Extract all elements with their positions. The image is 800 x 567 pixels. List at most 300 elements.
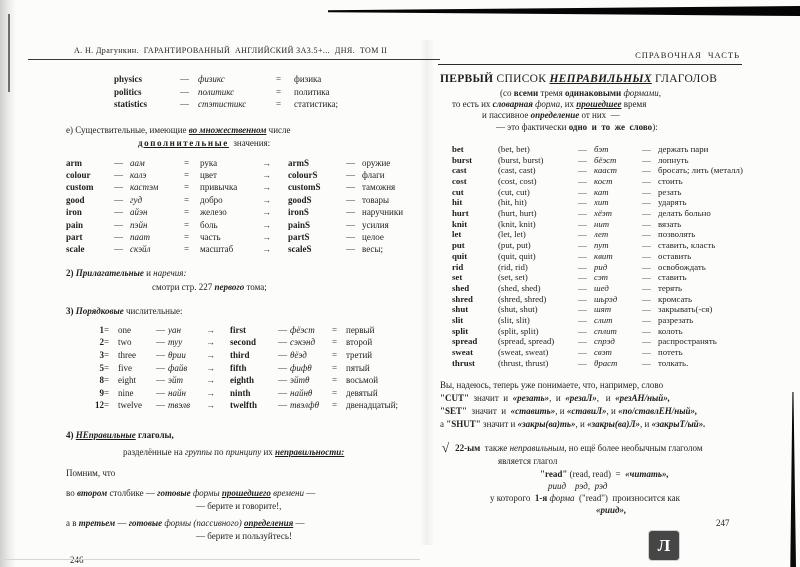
text-segment: значит и bbox=[480, 418, 518, 429]
outro-cut-line bbox=[440, 392, 784, 405]
cell-ru: разрезать bbox=[658, 315, 694, 326]
cell-tr2: фёэст bbox=[290, 324, 315, 335]
cell-forms: (shred, shred) bbox=[498, 293, 547, 304]
text-segment: — берите и говорите!, bbox=[196, 500, 282, 511]
cell-ru: держать пари bbox=[658, 143, 709, 154]
cell-forms: (put, put) bbox=[498, 240, 531, 251]
cell-tr: рид bbox=[594, 261, 608, 272]
cell-forms: (thrust, thrust) bbox=[498, 357, 549, 368]
list-subtitle-2 bbox=[452, 99, 784, 110]
separator-glyph: — bbox=[156, 400, 165, 411]
cell-ord: eighth bbox=[230, 375, 255, 386]
text-segment: Помним, что bbox=[66, 467, 116, 478]
text-segment: «резаЛ» bbox=[565, 392, 597, 403]
cell-en: good bbox=[66, 194, 85, 205]
text-segment: НЕправильные bbox=[75, 429, 136, 440]
cell-forms: (knit, knit) bbox=[498, 218, 536, 229]
text-segment: 1-я bbox=[534, 492, 550, 503]
table-row bbox=[452, 294, 784, 305]
separator-glyph: — bbox=[278, 375, 287, 386]
text-segment: «закрыТ/ый». bbox=[651, 418, 706, 429]
list-subtitle-1 bbox=[500, 88, 784, 99]
cell-ord: third bbox=[230, 349, 250, 360]
cell-tr: нит bbox=[594, 218, 610, 229]
text-segment: их bbox=[261, 446, 276, 457]
separator-glyph: — bbox=[642, 229, 651, 240]
cell-tr: шьрэд bbox=[594, 293, 618, 304]
separator-glyph: — bbox=[578, 186, 587, 197]
text-segment: , и bbox=[640, 418, 652, 429]
table-row bbox=[86, 362, 423, 375]
cell-en: statistics bbox=[114, 99, 147, 109]
table-row bbox=[66, 169, 423, 181]
cell-en: thrust bbox=[452, 357, 475, 368]
cell-tr: найн bbox=[168, 387, 186, 398]
cell-ru: кромсать bbox=[658, 293, 693, 304]
cell-ru: политика bbox=[294, 86, 330, 97]
cell-ru: потеть bbox=[658, 347, 683, 358]
table-row bbox=[452, 315, 784, 326]
separator-glyph: — bbox=[578, 347, 587, 358]
text-segment: «по/ставлЕН/ный», bbox=[618, 405, 698, 416]
separator-glyph: — bbox=[346, 207, 355, 218]
text-segment: — берите и пользуйтесь! bbox=[196, 530, 292, 541]
table-row bbox=[66, 231, 423, 243]
cell-ru: толкать. bbox=[658, 357, 689, 368]
separator-glyph: — bbox=[642, 240, 651, 251]
cell-tr: шят bbox=[594, 304, 612, 315]
table-row bbox=[66, 219, 423, 231]
list-subtitle-4 bbox=[496, 122, 784, 133]
separator-glyph: = bbox=[332, 387, 338, 398]
left-page bbox=[28, 46, 423, 565]
cell-tr: скэйл bbox=[130, 244, 151, 255]
cell-en: shred bbox=[452, 293, 473, 304]
text-segment: формы bbox=[162, 517, 194, 528]
cell-ru: бросать; лить (металл) bbox=[658, 165, 743, 176]
cell-tr: пут bbox=[594, 240, 609, 251]
cell-ru: первый bbox=[346, 324, 375, 335]
cell-en: colour bbox=[66, 169, 91, 180]
check-mark-icon: √ bbox=[442, 439, 450, 455]
text-segment: прошедшее bbox=[576, 99, 622, 110]
separator-glyph: — bbox=[642, 208, 651, 219]
table-row bbox=[66, 194, 423, 206]
text-segment: «резать» bbox=[512, 392, 550, 403]
cell-tr: пэйн bbox=[130, 219, 148, 230]
cell-ord: second bbox=[230, 337, 257, 348]
cell-ruS: наручники bbox=[362, 207, 404, 218]
third-column-note bbox=[66, 517, 423, 529]
cell-en: set bbox=[452, 272, 463, 283]
cell-ru: восьмой bbox=[346, 375, 379, 386]
cell-ru: распространять bbox=[658, 336, 717, 347]
cell-en: shed bbox=[452, 282, 470, 293]
text-segment: риид рэд, рэд bbox=[548, 480, 608, 491]
read-verb-note-text bbox=[455, 442, 702, 454]
text-segment: от них — bbox=[579, 110, 620, 121]
table-row bbox=[452, 176, 784, 187]
read-transcription-line bbox=[548, 480, 784, 492]
separator-glyph: — bbox=[278, 387, 287, 398]
separator-glyph: → bbox=[262, 207, 271, 218]
text-segment: формами, bbox=[621, 88, 662, 98]
cell-ru: привычка bbox=[200, 182, 238, 193]
cell-en: custom bbox=[66, 182, 94, 193]
cell-ru: добро bbox=[200, 194, 223, 205]
cell-tr: хит bbox=[594, 197, 609, 208]
separator-glyph: — bbox=[114, 207, 123, 218]
cell-enS: partS bbox=[288, 231, 310, 242]
text-segment: "read" bbox=[540, 468, 568, 479]
section-e-heading bbox=[66, 124, 423, 136]
table-row bbox=[452, 240, 784, 251]
cell-num: 5 bbox=[99, 362, 104, 373]
section-e-heading-2 bbox=[138, 137, 423, 149]
cell-tr: кастэм bbox=[130, 182, 159, 193]
text-segment: — bbox=[304, 487, 316, 498]
separator-glyph: → bbox=[206, 362, 215, 373]
cell-ru: ставить bbox=[658, 272, 687, 283]
cell-tr: сплит bbox=[594, 325, 617, 336]
text-segment: и пассивное bbox=[482, 110, 531, 121]
separator-glyph: → bbox=[262, 182, 271, 193]
text-segment: — bbox=[115, 517, 129, 528]
text-segment: наречия: bbox=[153, 267, 187, 278]
table-row bbox=[86, 349, 423, 362]
page-gutter-shadow bbox=[419, 40, 435, 545]
cell-num: 9 bbox=[99, 387, 104, 398]
separator-glyph: — bbox=[156, 362, 165, 373]
separator-glyph: = bbox=[184, 157, 190, 168]
outro-set-line bbox=[440, 405, 784, 418]
cell-en: two bbox=[118, 337, 132, 348]
cell-num: 3 bbox=[99, 349, 104, 360]
text-segment: во множественном bbox=[188, 124, 267, 135]
cell-ru: закрывать(-ся) bbox=[658, 304, 713, 315]
cell-ru: лопнуть bbox=[658, 154, 689, 165]
third-column-note-2 bbox=[196, 530, 423, 542]
text-segment: — это фактически bbox=[496, 121, 569, 132]
cell-en: part bbox=[66, 231, 83, 242]
text-segment: готовые bbox=[128, 517, 163, 528]
text-segment: прошедшего bbox=[221, 487, 271, 498]
plural-meanings-table bbox=[66, 157, 423, 256]
separator-glyph: — bbox=[180, 74, 189, 84]
separator-glyph: = bbox=[276, 99, 282, 109]
separator-glyph: = bbox=[184, 182, 190, 193]
cell-ru: резать bbox=[658, 186, 682, 197]
text-segment: определения bbox=[243, 517, 294, 528]
separator-glyph: — bbox=[156, 349, 165, 360]
separator-glyph: — bbox=[642, 293, 651, 304]
text-segment: (со bbox=[500, 88, 514, 98]
separator-glyph: = bbox=[332, 362, 338, 373]
ordinals-table bbox=[86, 324, 423, 412]
table-row bbox=[452, 219, 784, 230]
separator-glyph: — bbox=[642, 197, 651, 208]
separator-glyph: — bbox=[156, 324, 165, 335]
text-segment: у которого bbox=[490, 492, 535, 503]
separator-glyph: → bbox=[262, 244, 271, 255]
cell-ru: колоть bbox=[658, 325, 683, 336]
separator-glyph: — bbox=[642, 272, 651, 283]
separator-glyph: — bbox=[642, 154, 651, 165]
separator-glyph: — bbox=[346, 157, 355, 168]
cell-ru: статистика; bbox=[294, 99, 339, 109]
cell-forms: (slit, slit) bbox=[498, 315, 530, 326]
second-column-note bbox=[66, 487, 423, 499]
right-page-number: 247 bbox=[716, 517, 730, 528]
separator-glyph: → bbox=[262, 219, 271, 230]
cell-tr: кат bbox=[594, 186, 609, 197]
text-segment: ("read") произносится как bbox=[574, 492, 680, 503]
labirint-logo: Л bbox=[649, 531, 679, 560]
separator-glyph: → bbox=[206, 387, 215, 398]
separator-glyph: — bbox=[578, 240, 587, 251]
separator-glyph: — bbox=[180, 99, 189, 109]
separator-glyph: — bbox=[278, 324, 287, 335]
section-2-note bbox=[152, 281, 423, 293]
table-row bbox=[114, 73, 423, 86]
cell-ruS: оружие bbox=[362, 157, 391, 168]
table-row bbox=[452, 165, 784, 176]
cell-en: spread bbox=[452, 336, 478, 347]
separator-glyph: — bbox=[578, 315, 587, 326]
cell-forms: (sweat, sweat) bbox=[498, 347, 549, 358]
text-segment: то есть их bbox=[452, 99, 493, 110]
cell-forms: (shed, shed) bbox=[498, 282, 541, 293]
text-segment: определение bbox=[530, 110, 580, 121]
text-segment: «ставить» bbox=[510, 405, 556, 416]
cell-enS: customS bbox=[288, 182, 321, 193]
cell-enS: colourS bbox=[288, 169, 318, 180]
cell-enS: armS bbox=[288, 157, 309, 168]
table-row bbox=[86, 374, 423, 387]
text-segment: НЕПРАВИЛЬНЫХ bbox=[549, 73, 652, 85]
separator-glyph: = bbox=[276, 74, 282, 84]
cell-ru: ставить, класть bbox=[658, 240, 716, 251]
list-subtitle-3 bbox=[482, 110, 784, 121]
separator-glyph: — bbox=[346, 244, 355, 255]
separator-glyph: — bbox=[156, 337, 165, 348]
cell-en: arm bbox=[66, 157, 82, 168]
separator-glyph: — bbox=[578, 336, 587, 347]
separator-glyph: — bbox=[642, 357, 651, 368]
text-segment: одинаковыми bbox=[565, 88, 622, 98]
text-segment: «риид», bbox=[596, 504, 627, 515]
separator-glyph: → bbox=[206, 375, 215, 386]
separator-glyph: = bbox=[332, 400, 338, 411]
text-segment: числе bbox=[266, 124, 291, 135]
cell-tr: квит bbox=[594, 250, 613, 261]
text-segment: формы bbox=[190, 487, 222, 498]
cell-forms: (shut, shut) bbox=[498, 304, 538, 315]
cell-forms: (spread, spread) bbox=[498, 336, 555, 347]
cell-forms: (hit, hit) bbox=[498, 197, 527, 208]
separator-glyph: = bbox=[332, 337, 338, 348]
separator-glyph: — bbox=[114, 194, 123, 205]
separator-glyph: — bbox=[642, 261, 651, 272]
separator-glyph: — bbox=[578, 143, 587, 154]
cell-en: hurt bbox=[452, 208, 469, 219]
cell-tr2: сэкэнд bbox=[290, 337, 316, 348]
text-segment: е) bbox=[66, 124, 76, 135]
text-segment: , их bbox=[560, 99, 577, 110]
separator-glyph: = bbox=[276, 86, 282, 97]
text-segment: «ставиЛ» bbox=[566, 405, 607, 416]
separator-glyph: — bbox=[346, 194, 355, 205]
cell-ord: ninth bbox=[230, 387, 251, 398]
cell-ru: цвет bbox=[200, 169, 217, 180]
text-segment: также bbox=[480, 442, 510, 453]
separator-glyph: — bbox=[278, 400, 287, 411]
cell-forms: (cast, cast) bbox=[498, 165, 536, 176]
cell-en: cast bbox=[452, 165, 467, 176]
table-row bbox=[452, 251, 784, 262]
text-segment: 4) bbox=[66, 429, 76, 440]
cell-tr: свэт bbox=[594, 347, 612, 358]
separator-glyph: — bbox=[578, 272, 587, 283]
text-segment: во bbox=[66, 487, 77, 498]
cell-tr: θраст bbox=[594, 357, 618, 368]
table-row bbox=[66, 157, 423, 169]
separator-glyph: → bbox=[262, 194, 271, 205]
cell-tr: туу bbox=[168, 337, 183, 348]
separator-glyph: — bbox=[346, 219, 355, 230]
left-running-header: А. Н. Драгункин. ГАРАНТИРОВАННЫЙ АНГЛИЙСКИЙ ЗА3.5+... ДНЯ. ТОМ II bbox=[28, 46, 440, 60]
cell-ru: масштаб bbox=[200, 244, 234, 255]
separator-glyph: — bbox=[278, 349, 287, 360]
cell-enS: painS bbox=[288, 219, 311, 230]
cell-en: sweat bbox=[452, 347, 474, 358]
table-row bbox=[114, 86, 423, 99]
separator-glyph: — bbox=[578, 175, 587, 186]
separator-glyph: = bbox=[184, 231, 190, 242]
cell-en: rid bbox=[452, 261, 464, 272]
cell-forms: (set, set) bbox=[498, 272, 528, 283]
cell-en: cut bbox=[452, 186, 464, 197]
separator-glyph: — bbox=[642, 325, 651, 336]
separator-glyph: — bbox=[114, 244, 123, 255]
cell-ru: делать больно bbox=[658, 208, 711, 219]
text-segment: Прилагательные bbox=[75, 267, 144, 278]
separator-glyph: = bbox=[184, 219, 190, 230]
cell-tr2: эйтθ bbox=[290, 375, 310, 386]
cell-forms: (cut, cut) bbox=[498, 186, 530, 197]
table-row bbox=[452, 347, 784, 358]
separator-glyph: — bbox=[578, 165, 587, 176]
text-segment: разделённые на bbox=[123, 446, 185, 457]
table-row bbox=[452, 336, 784, 347]
table-row bbox=[452, 272, 784, 283]
text-segment: и bbox=[143, 267, 154, 278]
cell-ru: стоить bbox=[658, 175, 683, 186]
cell-num: 2 bbox=[99, 337, 104, 348]
separator-glyph: → bbox=[206, 337, 215, 348]
cell-ru: рука bbox=[200, 157, 218, 168]
separator-glyph: — bbox=[114, 157, 123, 168]
cell-en: five bbox=[118, 362, 132, 373]
cell-tr: аам bbox=[130, 157, 145, 168]
separator-glyph: — bbox=[578, 197, 587, 208]
cell-forms: (burst, burst) bbox=[498, 154, 544, 165]
outro-intro bbox=[440, 379, 784, 392]
cell-en: shut bbox=[452, 304, 469, 315]
separator-glyph: — bbox=[642, 282, 651, 293]
separator-glyph: — bbox=[578, 250, 587, 261]
separator-glyph: → bbox=[206, 349, 215, 360]
separator-glyph: — bbox=[578, 357, 587, 368]
cell-tr: стэтистикс bbox=[198, 99, 247, 109]
separator-glyph: — bbox=[578, 154, 587, 165]
table-row bbox=[86, 324, 423, 337]
text-segment: Вы, надеюсь, теперь уже понимаете, что, например, слово bbox=[440, 379, 664, 390]
cell-ru: часть bbox=[200, 231, 221, 242]
text-segment: 3) bbox=[66, 305, 76, 316]
text-segment: Существительные, имеющие bbox=[75, 124, 189, 135]
separator-glyph: — bbox=[642, 250, 651, 261]
separator-glyph: → bbox=[262, 231, 271, 242]
separator-glyph: — bbox=[346, 182, 355, 193]
text-segment: тремя bbox=[538, 88, 566, 98]
text-segment: ПЕРВЫЙ bbox=[440, 73, 497, 85]
separator-glyph: = bbox=[184, 169, 190, 180]
table-row bbox=[452, 304, 784, 315]
cell-tr: θрии bbox=[168, 349, 186, 360]
cell-tr: кааст bbox=[594, 165, 617, 176]
separator-glyph: — bbox=[578, 218, 587, 229]
separator-glyph: — bbox=[578, 229, 587, 240]
cell-tr2: найнθ bbox=[290, 387, 313, 398]
text-segment: «закры(ва)ть» bbox=[517, 418, 576, 429]
text-segment: столбике — bbox=[107, 487, 158, 498]
cell-en: physics bbox=[114, 74, 143, 84]
table-row bbox=[452, 144, 784, 155]
cell-ruS: флаги bbox=[362, 169, 385, 180]
text-segment: (read, read) = bbox=[567, 468, 626, 479]
text-segment: неправильности: bbox=[275, 446, 345, 457]
separator-glyph: — bbox=[578, 282, 587, 293]
separator-glyph: — bbox=[278, 337, 287, 348]
cell-en: cost bbox=[452, 175, 467, 186]
cell-tr: сэт bbox=[594, 272, 609, 283]
cell-tr: слит bbox=[594, 315, 613, 326]
cell-tr: гуд bbox=[130, 194, 143, 205]
table-row bbox=[452, 358, 784, 369]
cell-en: split bbox=[452, 325, 469, 336]
text-segment: словарная bbox=[492, 99, 533, 110]
text-segment: всеми bbox=[513, 88, 539, 98]
text-segment: , и bbox=[555, 405, 567, 416]
table-row bbox=[86, 336, 423, 349]
cell-ru: терять bbox=[658, 282, 683, 293]
separator-glyph: = bbox=[104, 387, 110, 398]
cell-ruS: таможня bbox=[362, 182, 396, 193]
table-row bbox=[66, 243, 423, 255]
uncountable-nouns-table bbox=[114, 73, 423, 111]
table-row bbox=[452, 283, 784, 294]
text-segment: "CUT" bbox=[440, 392, 469, 403]
table-row bbox=[452, 197, 784, 208]
section-4-subheading bbox=[123, 446, 423, 458]
cell-ru: третий bbox=[346, 349, 373, 360]
cell-tr2: θёэд bbox=[290, 349, 307, 360]
separator-glyph: — bbox=[642, 336, 651, 347]
text-segment: СПИСОК bbox=[496, 73, 550, 85]
cell-ru: ударять bbox=[658, 197, 687, 208]
text-segment: является глагол bbox=[498, 455, 558, 466]
